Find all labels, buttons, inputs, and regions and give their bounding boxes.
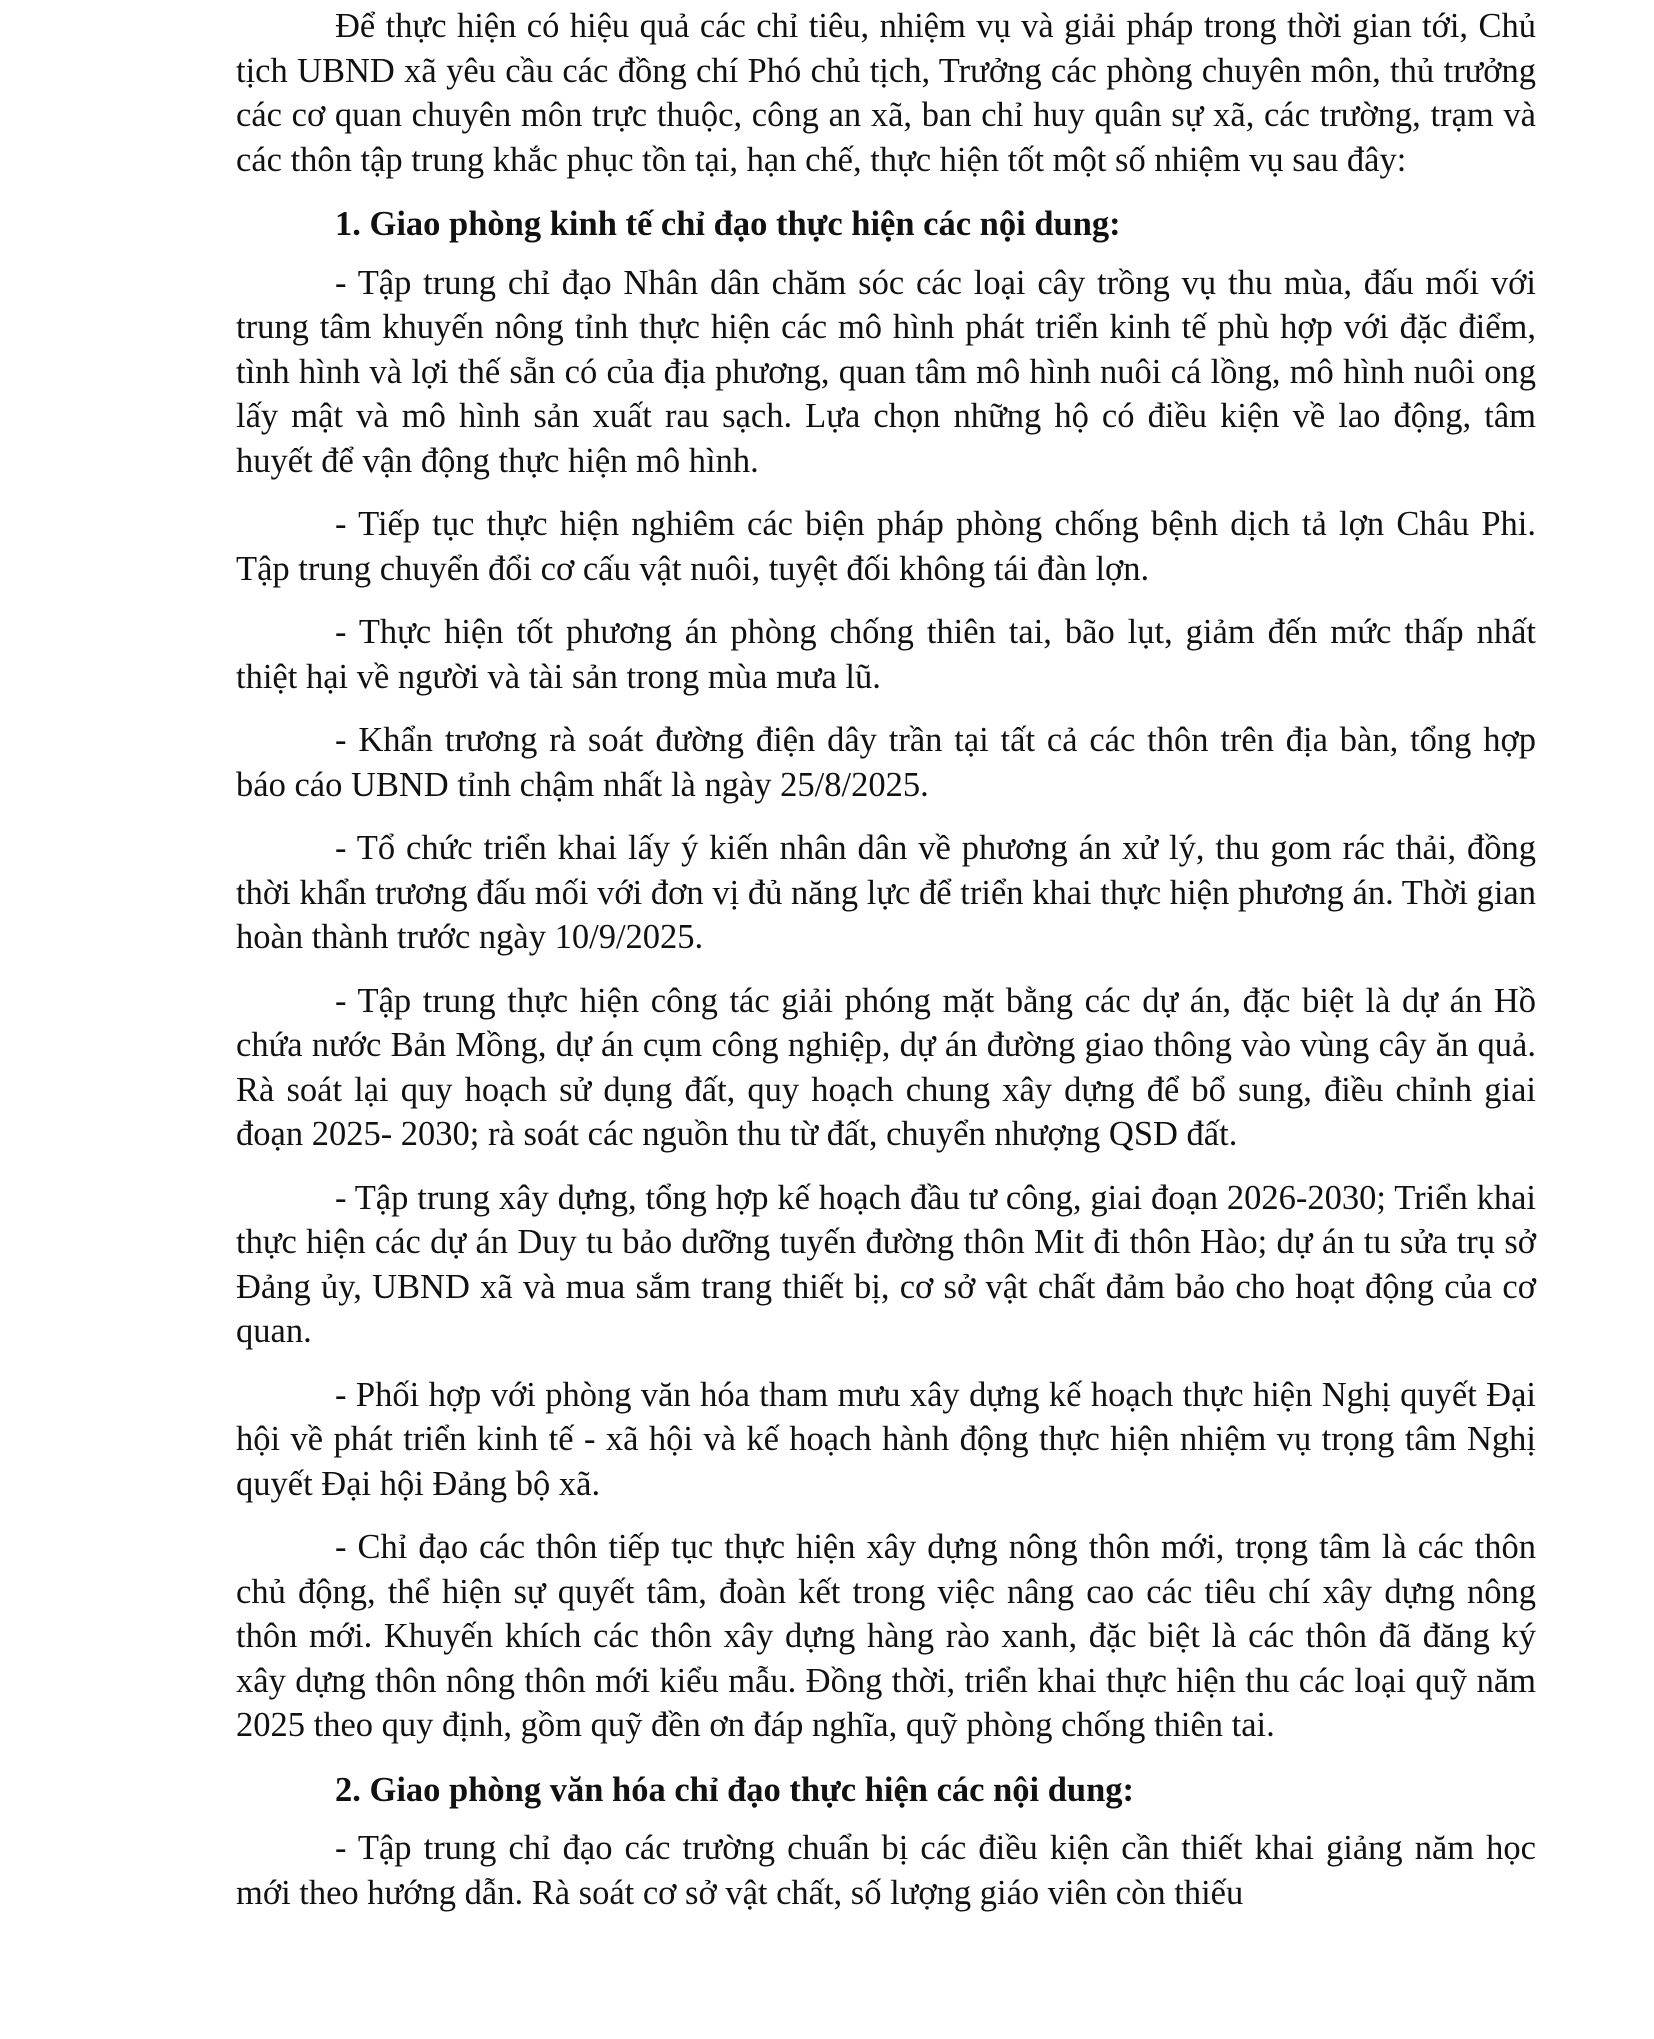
section-1-item-5: - Tổ chức triển khai lấy ý kiến nhân dân về phương án xử lý, thu gom rác thải, đồng thời khẩn trương đấu mối với đơn vị đủ năng lực để triển khai thực hiện phương án. Thời gian hoàn thành trước ngày 10/9/2025.: [236, 829, 1536, 956]
section-1-item-1: - Tập trung chỉ đạo Nhân dân chăm sóc các loại cây trồng vụ thu mùa, đấu mối với trung tâm khuyến nông tỉnh thực hiện các mô hình phát triển kinh tế phù hợp với đặc điểm, tình hình và lợi thế sẵn có của địa phương, quan tâm mô hình nuôi cá lồng, mô hình nuôi ong lấy mật và mô hình sản xuất rau sạch. Lựa chọn những hộ có điều kiện về lao động, tâm huyết để vận động thực hiện mô hình.: [236, 263, 1536, 480]
section-2-heading: 2. Giao phòng văn hóa chỉ đạo thực hiện các nội dung:: [335, 1770, 1135, 1809]
section-1-item-8: - Phối hợp với phòng văn hóa tham mưu xây dựng kế hoạch thực hiện Nghị quyết Đại hội về phát triển kinh tế - xã hội và kế hoạch hành động thực hiện nhiệm vụ trọng tâm Nghị quyết Đại hội Đảng bộ xã.: [236, 1375, 1536, 1503]
section-1-item-4: - Khẩn trương rà soát đường điện dây trần tại tất cả các thôn trên địa bàn, tổng hợp báo cáo UBND tỉnh chậm nhất là ngày 25/8/2025.: [236, 721, 1536, 804]
document-page: [236, 0, 1536, 1915]
section-1-heading: 1. Giao phòng kinh tế chỉ đạo thực hiện các nội dung:: [335, 205, 1121, 243]
section-1-item-3: - Thực hiện tốt phương án phòng chống thiên tai, bão lụt, giảm đến mức thấp nhất thiệt hại về người và tài sản trong mùa mưa lũ.: [236, 613, 1536, 696]
section-1-item-9: - Chỉ đạo các thôn tiếp tục thực hiện xây dựng nông thôn mới, trọng tâm là các thôn chủ động, thể hiện sự quyết tâm, đoàn kết trong việc nâng cao các tiêu chí xây dựng nông thôn mới. Khuyến khích các thôn xây dựng hàng rào xanh, đặc biệt là các thôn đã đăng ký xây dựng thôn nông thôn mới kiểu mẫu. Đồng thời, triển khai thực hiện thu các loại quỹ năm 2025 theo quy định, gồm quỹ đền ơn đáp nghĩa, quỹ phòng chống thiên tai.: [236, 1528, 1536, 1744]
section-1-item-6: - Tập trung thực hiện công tác giải phóng mặt bằng các dự án, đặc biệt là dự án Hồ chứa nước Bản Mồng, dự án cụm công nghiệp, dự án đường giao thông vào vùng cây ăn quả. Rà soát lại quy hoạch sử dụng đất, quy hoạch chung xây dựng để bổ sung, điều chỉnh giai đoạn 2025- 2030; rà soát các nguồn thu từ đất, chuyển nhượng QSD đất.: [236, 981, 1536, 1153]
section-2-item-1: - Tập trung chỉ đạo các trường chuẩn bị các điều kiện cần thiết khai giảng năm học mới theo hướng dẫn. Rà soát cơ sở vật chất, số lượng giáo viên còn thiếu: [236, 1829, 1536, 1912]
section-1-item-7: - Tập trung xây dựng, tổng hợp kế hoạch đầu tư công, giai đoạn 2026-2030; Triển khai thực hiện các dự án Duy tu bảo dưỡng tuyến đường thôn Mit đi thôn Hào; dự án tu sửa trụ sở Đảng ủy, UBND xã và mua sắm trang thiết bị, cơ sở vật chất đảm bảo cho hoạt động của cơ quan.: [236, 1178, 1536, 1350]
intro-paragraph: Để thực hiện có hiệu quả các chỉ tiêu, nhiệm vụ và giải pháp trong thời gian tới, Chủ tịch UBND xã yêu cầu các đồng chí Phó chủ tịch, Trưởng các phòng chuyên môn, thủ trưởng các cơ quan chuyên môn trực thuộc, công an xã, ban chỉ huy quân sự xã, các trường, trạm và các thôn tập trung khắc phục tồn tại, hạn chế, thực hiện tốt một số nhiệm vụ sau đây:: [236, 7, 1536, 179]
section-1-item-2: - Tiếp tục thực hiện nghiêm các biện pháp phòng chống bệnh dịch tả lợn Châu Phi. Tập trung chuyển đổi cơ cấu vật nuôi, tuyệt đối không tái đàn lợn.: [236, 505, 1536, 588]
